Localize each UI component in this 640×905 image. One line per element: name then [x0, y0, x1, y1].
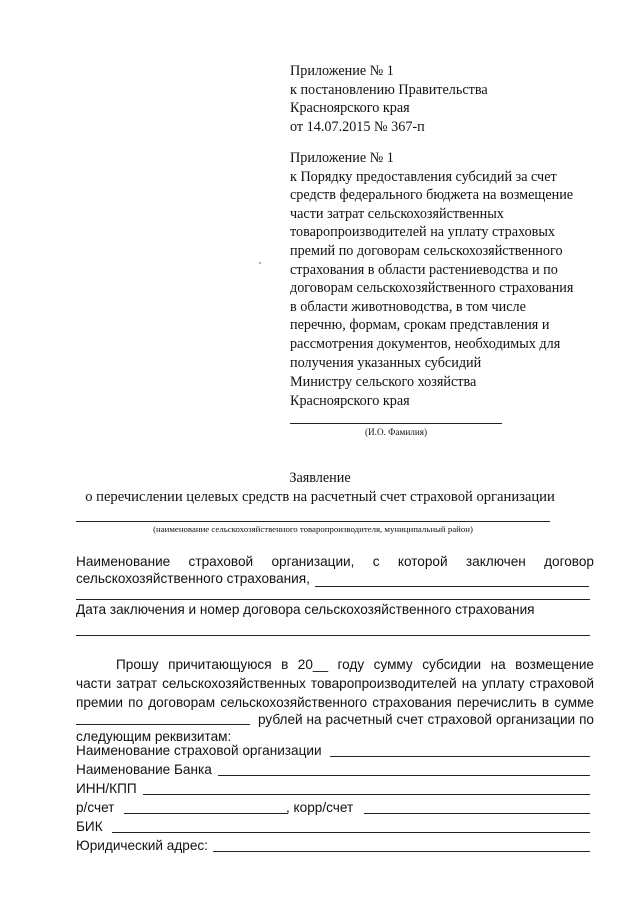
addressee: [290, 373, 476, 410]
bank-name-label: Наименование Банка: [76, 762, 212, 777]
request-line-4: рублей на расчетный счет страховой организации по: [258, 712, 594, 727]
appendix-line: получения указанных субсидий: [290, 354, 482, 371]
appendix-line: средств федерального бюджета на возмещение: [290, 187, 574, 204]
scan-speck: [259, 262, 261, 264]
applicant-caption: (наименование сельскохозяйственного товаропроизводителя, муниципальный район): [153, 524, 473, 534]
contract-date-label: Дата заключения и номер договора сельскохозяйственного страхования: [76, 602, 535, 617]
addressee-line: Красноярского края: [290, 392, 410, 409]
request-line-3: премии по договорам сельскохозяйственного страхования перечислить в сумме: [76, 695, 594, 710]
request-line-2: части затрат сельскохозяйственных товаропроизводителей на уплату страховой: [76, 676, 594, 691]
appendix-line: договорам сельскохозяйственного страхования: [290, 280, 574, 297]
appendix-procedure: [290, 149, 573, 372]
corr-account-label: , корр/счет: [286, 800, 354, 815]
appendix-line: перечню, формам, срокам представления и: [290, 317, 550, 334]
legal-address-fill: [213, 851, 590, 852]
bik-label: БИК: [76, 819, 103, 834]
appendix-line: в области животноводства, в том числе: [290, 298, 526, 315]
account-fill: [124, 813, 288, 814]
insurer-fill: [315, 586, 589, 587]
inn-kpp-label: ИНН/КПП: [76, 781, 137, 796]
appendix-line: к постановлению Правительства: [290, 81, 488, 98]
document-subtitle: о перечислении целевых средств на расчетный счет страховой организации: [85, 489, 555, 505]
insurer-name-label: Наименование страховой организации: [76, 743, 322, 758]
signature-caption: (И.О. Фамилия): [364, 427, 428, 437]
insurer-name-fill: [330, 756, 590, 757]
appendix-line: рассмотрения документов, необходимых для: [290, 335, 561, 352]
appendix-line: товаропроизводителей на уплату страховых: [290, 224, 556, 241]
appendix-line: части затрат сельскохозяйственных: [290, 205, 504, 222]
amount-fill: [76, 724, 250, 725]
document-title: Заявление: [289, 470, 351, 486]
request-line-1: Прошу причитающуюся в 20__ году сумму субсидии на возмещение: [116, 657, 594, 672]
insurer-line-1: Наименование страховой организации, с которой заключен договор: [76, 554, 594, 569]
contract-date-fill: [76, 635, 590, 636]
legal-address-label: Юридический адрес:: [76, 838, 208, 853]
signature-line: [290, 423, 502, 424]
account-label: р/счет: [76, 800, 115, 815]
bank-name-fill: [218, 775, 590, 776]
appendix-resolution: [290, 62, 488, 136]
appendix-line: Приложение № 1: [290, 63, 394, 79]
appendix-line: к Порядку предоставления субсидий за счет: [290, 168, 557, 185]
corr-account-fill: [364, 813, 590, 814]
appendix-line: от 14.07.2015 № 367-п: [290, 118, 425, 135]
insurer-fill-2: [76, 599, 590, 600]
appendix-line: Приложение № 1: [290, 150, 394, 166]
appendix-line: страхования в области растениеводства и по: [290, 261, 558, 278]
appendix-line: Красноярского края: [290, 100, 410, 117]
request-line-5: следующим реквизитам:: [76, 729, 232, 744]
insurer-line-2: сельскохозяйственного страхования,: [76, 571, 310, 586]
bik-fill: [112, 832, 590, 833]
appendix-line: премий по договорам сельскохозяйственного: [290, 242, 563, 259]
addressee-line: Министру сельского хозяйства: [290, 374, 477, 390]
applicant-line: [76, 521, 550, 522]
inn-kpp-fill: [143, 794, 590, 795]
